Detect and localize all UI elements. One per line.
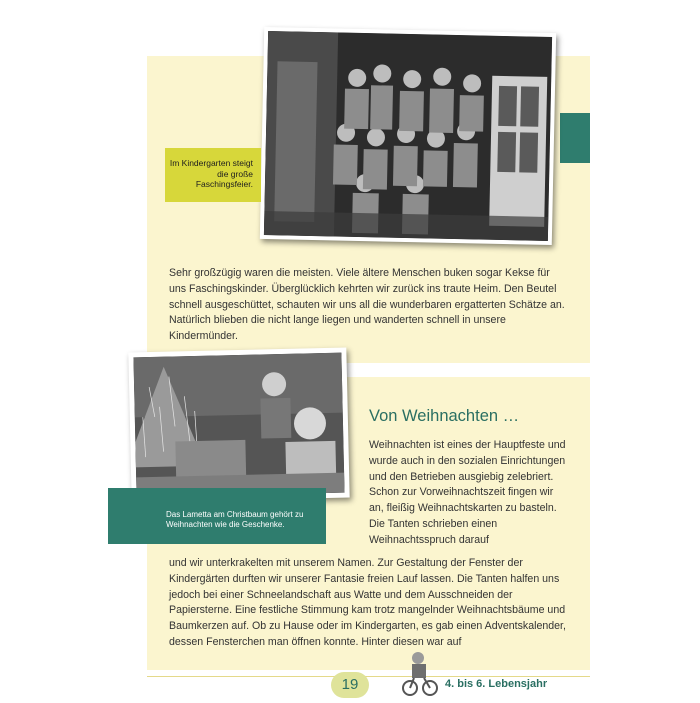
teal-accent-block [560,113,590,163]
footer-rule [147,676,590,677]
photo-weihnachten [128,348,349,503]
paragraph-fasching: Sehr großzügig waren die meisten. Viele ältere Menschen buken sogar Kekse für uns Faschingskinder. Überglücklich kehrten wir zurück ins traute Heim. Den Beutel schnell ausgeschüttet, schauten wir uns all die wunderbaren ergatterten Schätze an. Natürlich blieben die nicht lange liegen und wanderten schnell in unsere Kindermünder. [169,267,565,343]
paragraph-weihnachten-column: Weihnachten ist eines der Hauptfeste und wurde auch in den sozialen Einrichtungen und den Betrieben ausgiebig zelebriert. Schon zur Vorweihnachtszeit fingen wir an, fleißig Weihnachtskarten zu basteln. Die Tanten schrieben einen Weihnachtsspruch darauf [369,439,566,546]
child-illustration [400,648,440,698]
paragraph-weihnachten-full: und wir unterkrakelten mit unserem Namen. Zur Gestaltung der Fenster der Kindergärten durften wir unserer Fantasie freien Lauf lassen. Die Tanten halfen uns jedoch bei einer Schneelandschaft aus Watte und dem Ausschneiden der Papiersterne. Eine festliche Stimmung kam trotz mangelnder Weihnachtsbäume und Baumkerzen auf. Ob zu Hause oder im Kindergarten, es gab einen Adventskalender, dessen Fensterchen man öffnen konnte. Hinter diesen war auf [169,557,566,648]
chapter-label: 4. bis 6. Lebensjahr [445,678,548,690]
caption-faschingsfeier: Im Kindergarten steigt die große Faschingsfeier. [165,148,261,202]
page-number: 19 [331,672,369,698]
caption-weihnachten: Das Lametta am Christbaum gehört zu Weihnachten wie die Geschenke. [108,488,326,544]
photo-faschingsfeier [260,27,556,245]
section-heading: Von Weihnachten … [369,407,520,425]
